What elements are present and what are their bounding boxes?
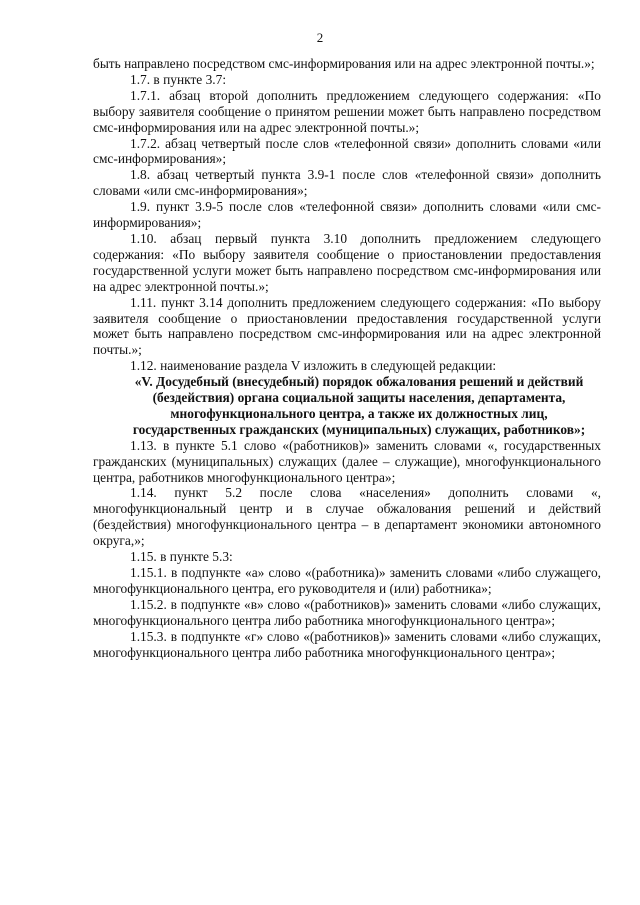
paragraph-1-15-2: 1.15.2. в подпункте «в» слово «(работников)» заменить словами «либо служащих, многофункционального центра либо работника многофункционального центра»; — [93, 596, 601, 628]
paragraph-continuation: быть направлено посредством смс-информирования или на адрес электронной почты.»; — [93, 56, 595, 71]
paragraph-1-13: 1.13. в пункте 5.1 слово «(работников)» заменить словами «, государственных гражданских (муниципальных) служащих (далее – служащие), многофункционального центра, работников многофункционального центра»; — [93, 437, 601, 485]
paragraph-1-10: 1.10. абзац первый пункта 3.10 дополнить предложением следующего содержания: «По выбору заявителя сообщение о приостановлении предоставления государственной услуги может быть направлено посредством смс-информирования или на адрес электронной почты.»; — [93, 230, 601, 294]
paragraph-1-15: 1.15. в пункте 5.3: — [130, 549, 233, 565]
paragraph-1-11: 1.11. пункт 3.14 дополнить предложением следующего содержания: «По выбору заявителя сообщение о приостановлении предоставления государственной услуги может быть направлено посредством смс-информирования или на адрес электронной почты.»; — [93, 294, 601, 358]
paragraph-1-15-3: 1.15.3. в подпункте «г» слово «(работников)» заменить словами «либо служащих, многофункционального центра либо работника многофункционального центра»; — [93, 628, 601, 660]
paragraph-1-8: 1.8. абзац четвертый пункта 3.9-1 после слов «телефонной связи» дополнить словами «или смс-информирования»; — [93, 167, 601, 199]
paragraph-1-9: 1.9. пункт 3.9-5 после слов «телефонной связи» дополнить словами «или смс-информирования»; — [93, 199, 601, 231]
document-body — [93, 56, 601, 660]
paragraph-1-12: 1.12. наименование раздела V изложить в следующей редакции: — [130, 358, 497, 374]
section-v-heading: «V. Досудебный (внесудебный) порядок обжалования решений и действий (бездействия) органа социальной защиты населения, департамента, многофункционального центра, а также их должностных лиц, государственных гражданских (муниципальных) служащих, работников»; — [132, 374, 586, 437]
paragraph-1-7-2: 1.7.2. абзац четвертый после слов «телефонной связи» дополнить словами «или смс-информирования»; — [93, 135, 601, 167]
page-number: 2 — [316, 30, 324, 45]
paragraph-1-14: 1.14. пункт 5.2 после слова «населения» дополнить словами «, многофункциональный центр и в случае обжалования решений и действий (бездействия) многофункционального центра – в департамент экономики автономного округа,»; — [93, 485, 601, 549]
paragraph-1-7: 1.7. в пункте 3.7: — [130, 71, 227, 87]
paragraph-1-15-1: 1.15.1. в подпункте «а» слово «(работника)» заменить словами «либо служащего, многофункционального центра, его руководителя и (или) работника»; — [93, 565, 601, 596]
paragraph-1-7-1: 1.7.1. абзац второй дополнить предложением следующего содержания: «По выбору заявителя сообщение о принятом решении может быть направлено посредством смс-информирования или на адрес электронной почты.»; — [93, 87, 601, 135]
